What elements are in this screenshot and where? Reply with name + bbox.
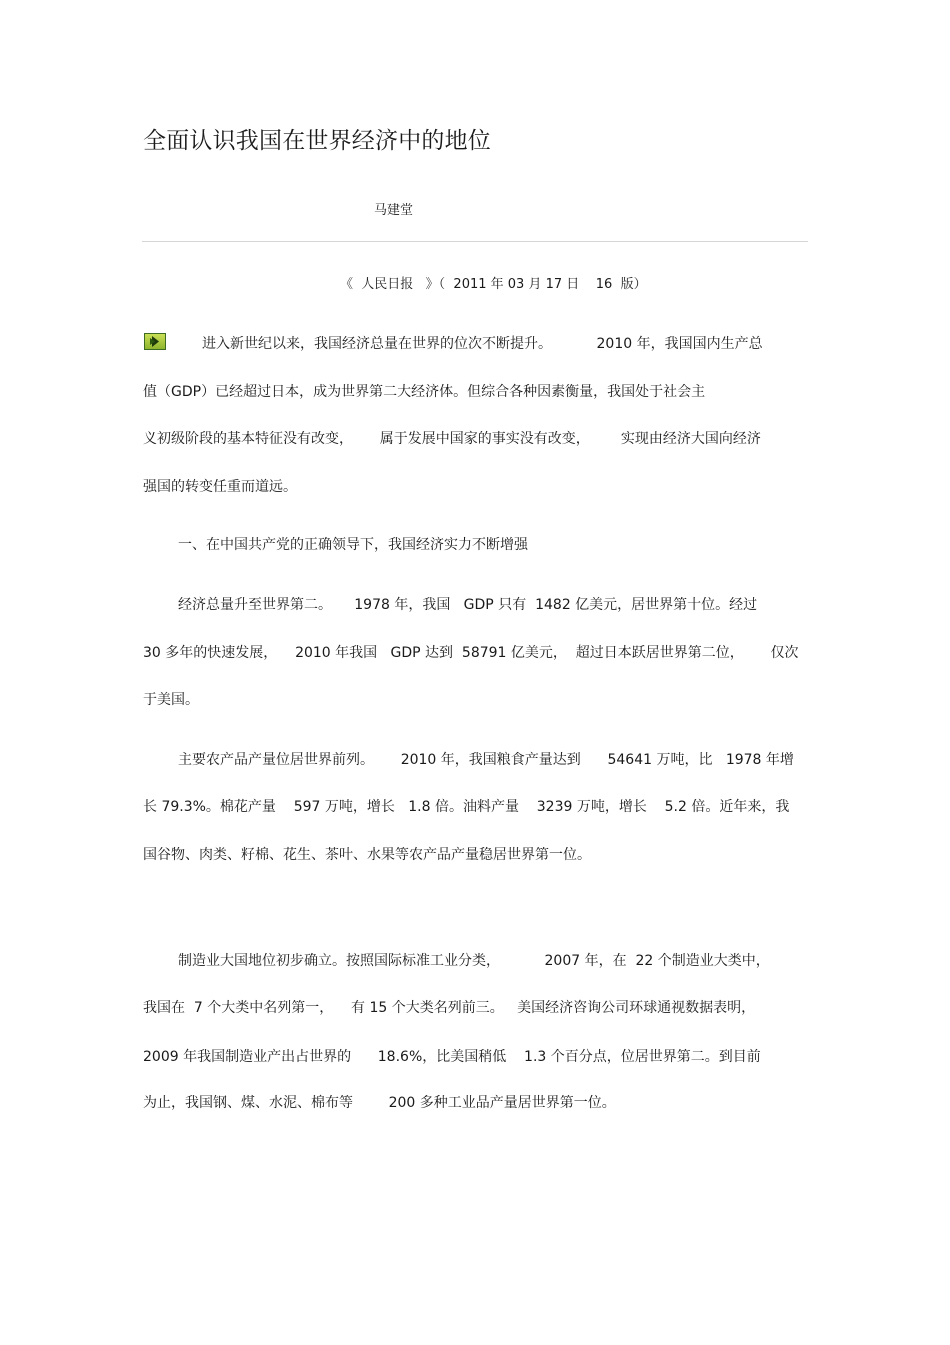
paragraph-line: 主要农产品产量位居世界前列。 2010 年，我国粮食产量达到 54641 万吨，比 1978 年增 (178, 752, 794, 768)
arrow-icon (144, 333, 166, 350)
paragraph-line: 义初级阶段的基本特征没有改变， 属于发展中国家的事实没有改变， 实现由经济大国向经济 (143, 431, 761, 447)
paragraph-line: 制造业大国地位初步确立。按照国际标准工业分类， 2007 年，在 22 个制造业大类中， (178, 953, 770, 969)
paragraph-line: 长 79.3%。棉花产量 597 万吨，增长 1.8 倍。油料产量 3239 万吨，增长 5.2 倍。近年来，我 (143, 799, 790, 815)
article-source: 《 人民日报 》（ 2011 年 03 月 17 日 16 版） (340, 277, 647, 292)
paragraph-line: 国谷物、肉类、籽棉、花生、茶叶、水果等农产品产量稳居世界第一位。 (143, 847, 591, 863)
divider (142, 241, 808, 242)
paragraph-line: 于美国。 (143, 692, 199, 708)
paragraph-line: 值（GDP）已经超过日本，成为世界第二大经济体。但综合各种因素衡量，我国处于社会主 (143, 384, 706, 400)
paragraph-line: 2009 年我国制造业产出占世界的 18.6%，比美国稍低 1.3 个百分点，位居世界第二。到目前 (143, 1049, 761, 1065)
article-author: 马建堂 (374, 203, 414, 218)
paragraph-line: 经济总量升至世界第二。 1978 年，我国 GDP 只有 1482 亿美元，居世界第十位。经过 (178, 597, 758, 613)
paragraph-line: 30 多年的快速发展， 2010 年我国 GDP 达到 58791 亿美元， 超过日本跃居世界第二位， 仅次 (143, 645, 799, 661)
section-heading: 一、在中国共产党的正确领导下，我国经济实力不断增强 (178, 537, 528, 553)
paragraph-line: 为止，我国钢、煤、水泥、棉布等 200 多种工业品产量居世界第一位。 (143, 1095, 616, 1111)
paragraph-line: 我国在 7 个大类中名列第一， 有 15 个大类名列前三。 美国经济咨询公司环球通视数据表明， (143, 1000, 756, 1016)
paragraph-line: 进入新世纪以来，我国经济总量在世界的位次不断提升。 2010 年，我国国内生产总 (202, 336, 763, 352)
paragraph-line: 强国的转变任重而道远。 (143, 479, 297, 495)
article-title: 全面认识我国在世界经济中的地位 (143, 128, 491, 154)
